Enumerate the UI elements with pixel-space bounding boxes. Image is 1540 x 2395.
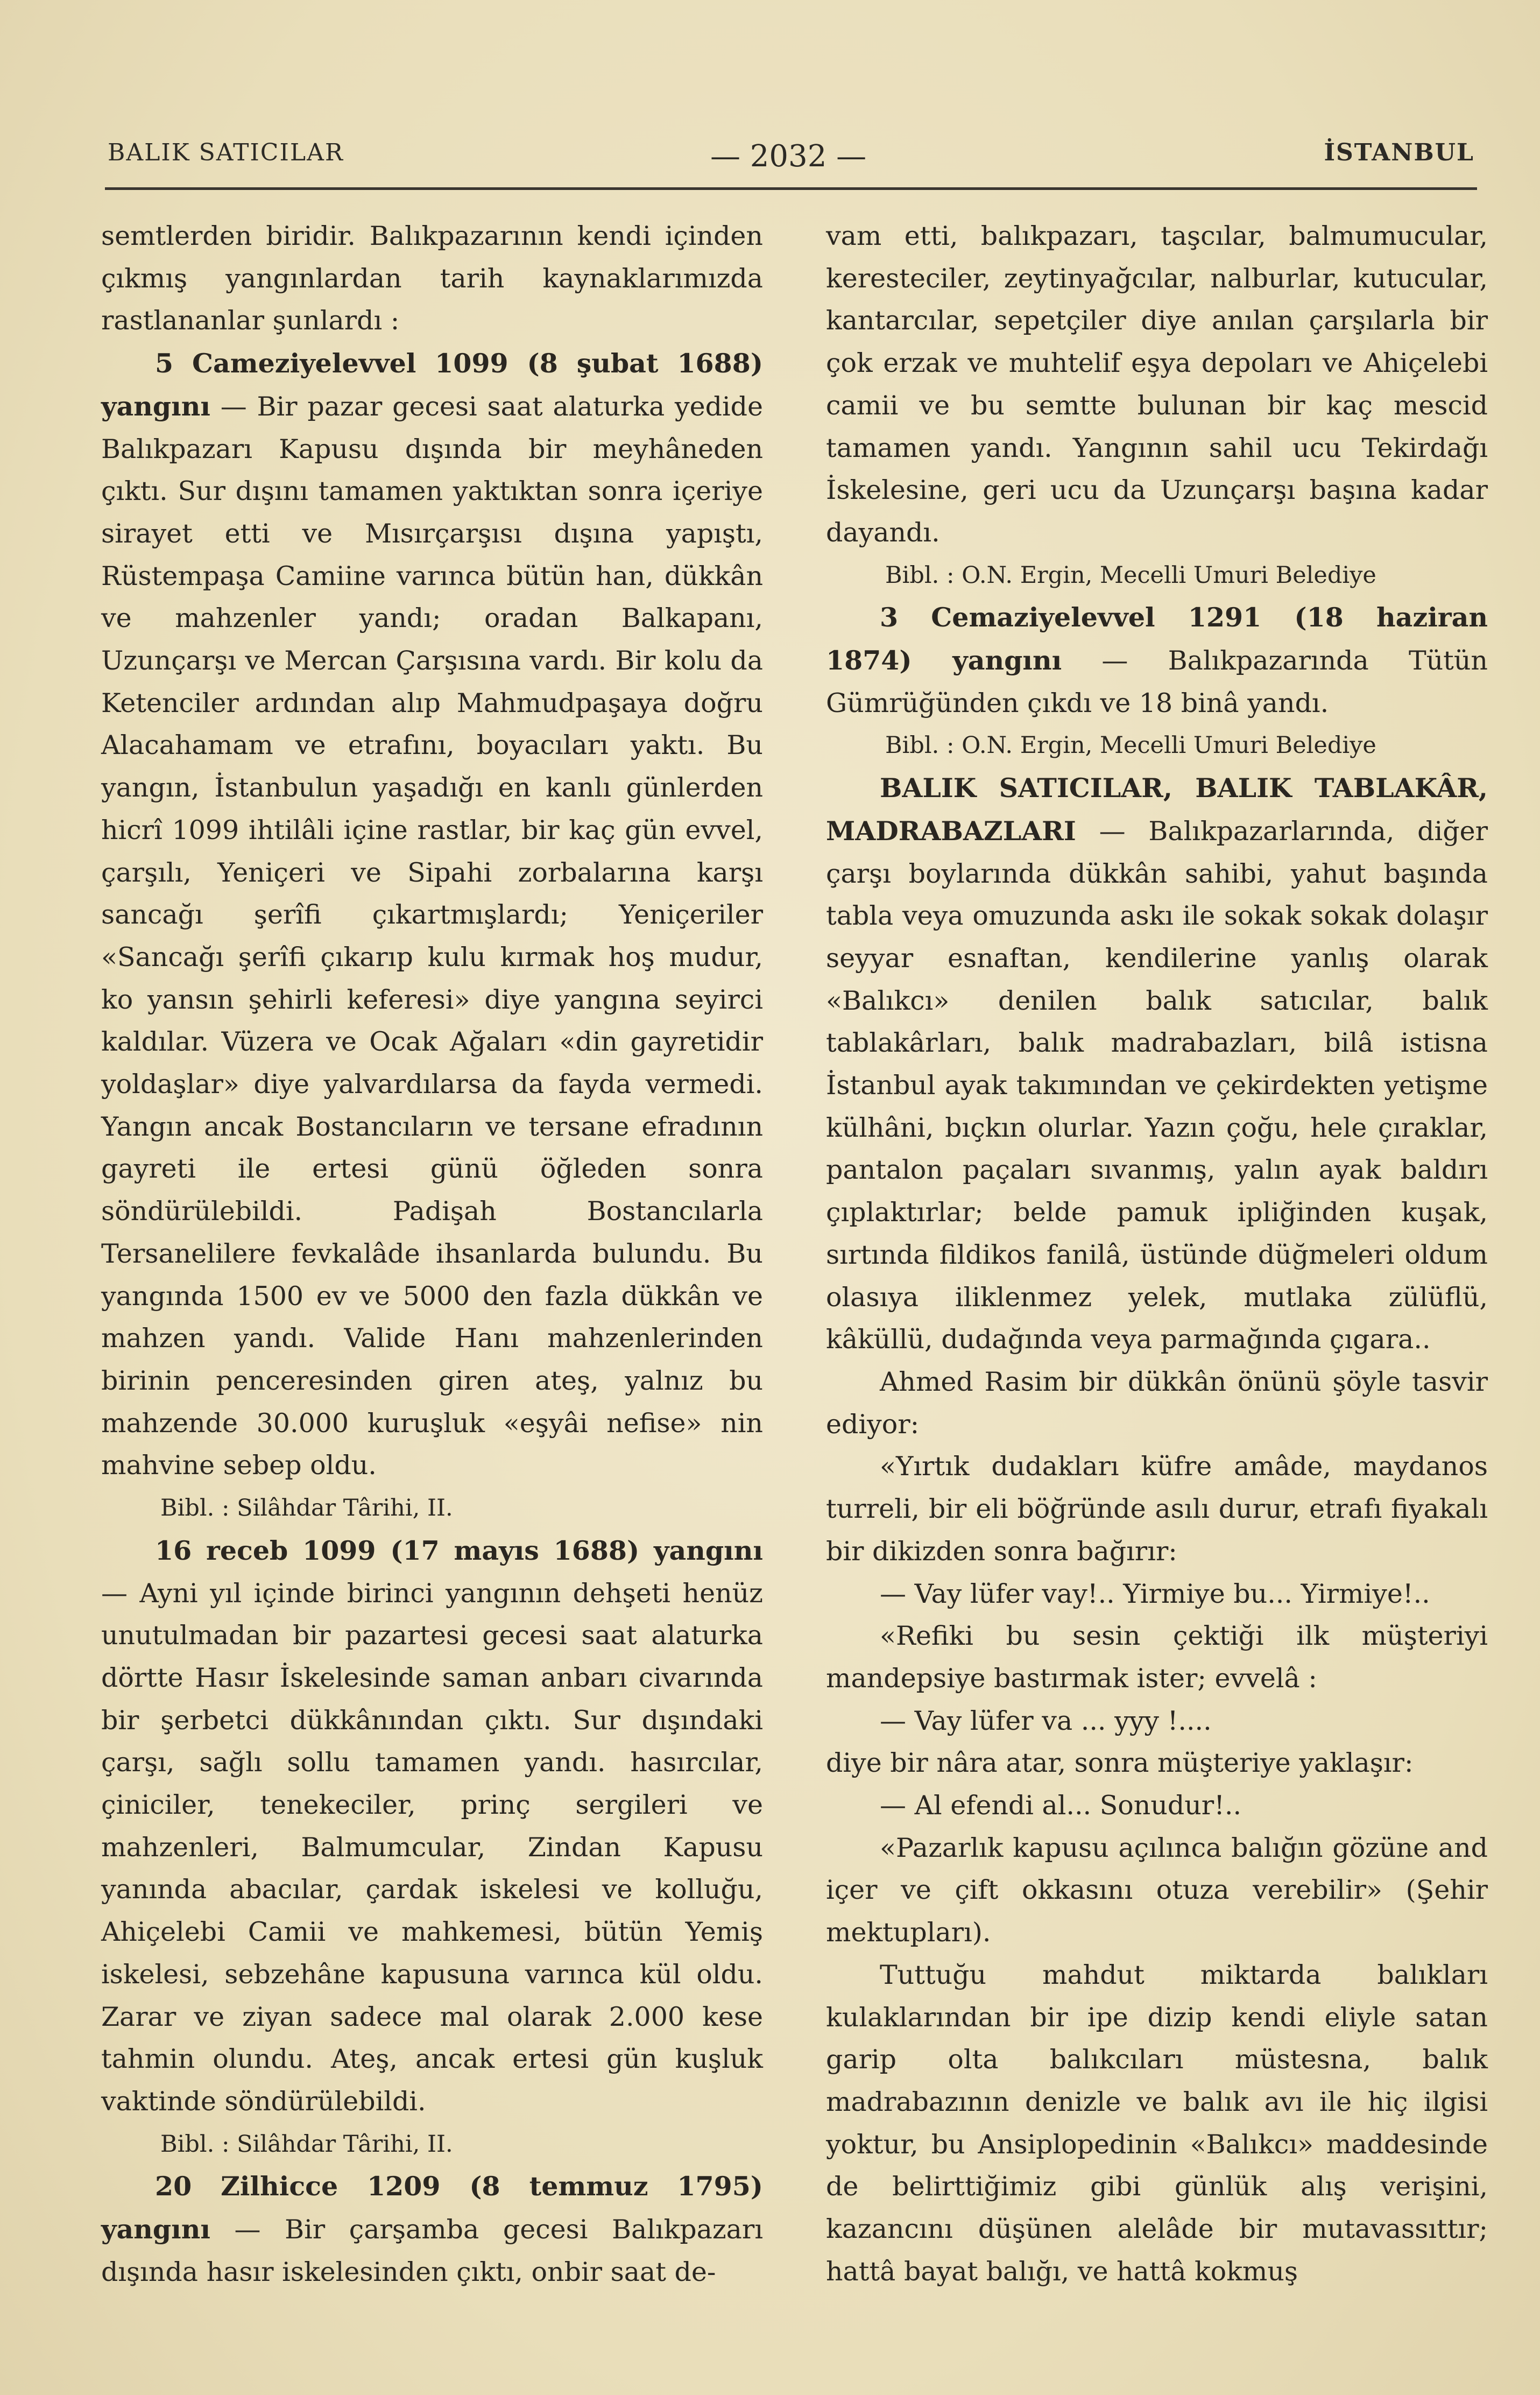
entry-heading: 3 Cemaziyelevvel 1291 (18 haziran 1874) yangını: [826, 602, 1488, 677]
article-body: — Balıkpazarlarında, diğer çarşı boylarında dükkân sahibi, yahut başında tabla veya omuzunda askı ile sokak sokak dolaşır seyyar esnaftan, kendilerine yanlış olarak «Balıkcı» denilen balık satıcılar, balık tablakârları, balık madrabazları, bilâ istisna İstanbul ayak takımından ve çekirdekten yetişme külhâni, bıçkın olurlar. Yazın çoğu, hele çıraklar, pantalon paçaları sıvanmış, yalın ayak baldırı çıplaktırlar; belde pamuk ipliğinden kuşak, sırtında fildikos fanilâ, üstünde düğmeleri oldum olasıya iliklenmez yelek, mutlaka zülüflü, kâküllü, dudağında veya parmağında çıgara..: [826, 815, 1488, 1355]
entry-heading: 16 receb 1099 (17 mayıs 1688) yangını: [155, 1534, 763, 1566]
section-title: İSTANBUL: [1324, 139, 1474, 166]
quote-paragraph: «Yırtık dudakları küfre amâde, maydanos turreli, bir eli böğründe asılı durur, etrafı fiyakalı bir dikizden sonra bağırır:: [826, 1451, 1488, 1567]
entry-body: — Ayni yıl içinde birinci yangının dehşeti henüz unutulmadan bir pazartesi gecesi saat alaturka dörtte Hasır İskelesinde saman anbarı civarında bir şerbetci dükkânından çıktı. Sur dışındaki çarşı, sağlı sollu tamamen yandı. hasırcılar, çiniciler, tenekeciler, prinç sergileri ve mahzenleri, Balmumcular, Zindan Kapusu yanında abacılar, çardak iskelesi ve kolluğu, Ahiçelebi Camii ve mahkemesi, bütün Yemiş iskelesi, sebzehâne kapusuna varınca kül oldu. Zarar ve ziyan sadece mal olarak 2.000 kese tahmin olundu. Ateş, ancak ertesi gün kuşluk vaktinde söndürülebildi.: [101, 1577, 763, 2117]
quote-paragraph: «Pazarlık kapusu açılınca balığın gözüne and içer ve çift okkasını otuza verebilir» (Şehir mektupları).: [826, 1832, 1488, 1948]
bibliography-3: Bibl. : O.N. Ergin, Mecelli Umuri Belediye: [885, 561, 1376, 589]
paragraph: Ahmed Rasim bir dükkân önünü şöyle tasvir ediyor:: [826, 1366, 1488, 1440]
intro-paragraph: semtlerden biridir. Balıkpazarının kendi içinden çıkmış yangınlardan tarih kaynaklarımızda rastlananlar şunlardı :: [101, 221, 763, 336]
page-header: [108, 135, 1474, 178]
paragraph: diye bir nâra atar, sonra müşteriye yaklaşır:: [826, 1748, 1414, 1779]
fire-entry-1209: [101, 2165, 763, 2293]
bibliography-1: Bibl. : Silâhdar Târihi, II.: [160, 1495, 453, 1522]
continuation-paragraph: vam etti, balıkpazarı, taşcılar, balmumucular, keresteciler, zeytinyağcılar, nalburlar, kutucular, kantarcılar, sepetçiler diye anılan çarşılarla bir çok erzak ve muhtelif eşya depoları ve Ahiçelebi camii ve bu semtte bulunan bir kaç mescid tamamen yandı. Yangının sahil ucu Tekirdağı İskelesine, geri ucu da Uzunçarşı başına kadar dayandı.: [826, 221, 1488, 548]
bibliography-2: Bibl. : Silâhdar Târihi, II.: [160, 2130, 453, 2158]
fire-entry-1099-1: [101, 342, 763, 1487]
quote-paragraph: «Refiki bu sesin çektiği ilk müşteriyi mandepsiye bastırmak ister; evvelâ :: [826, 1621, 1488, 1694]
entry-body: — Balıkpazarında Tütün Gümrüğünden çıkdı ve 18 binâ yandı.: [826, 645, 1488, 719]
running-title: BALIK SATICILAR: [108, 139, 344, 166]
quote-paragraph: — Vay lüfer vay!.. Yirmiye bu... Yirmiye!..: [880, 1578, 1430, 1609]
article-heading: BALIK SATICILAR, BALIK TABLAKÂR, MADRABAZLARI: [826, 772, 1488, 847]
header-rule: [105, 187, 1477, 190]
article-balik-saticilar: [826, 767, 1488, 1361]
entry-heading: 20 Zilhicce 1209 (8 temmuz 1795) yangını: [101, 2171, 763, 2245]
fire-entry-1291: [826, 596, 1488, 724]
quote-paragraph: — Vay lüfer va ... yyy !....: [880, 1705, 1212, 1736]
entry-heading: 5 Cameziyelevvel 1099 (8 şubat 1688) yangını: [101, 348, 763, 422]
right-column: [826, 215, 1488, 2293]
bibliography-4: Bibl. : O.N. Ergin, Mecelli Umuri Belediye: [885, 732, 1376, 759]
entry-body: — Bir çarşamba gecesi Balıkpazarı dışında hasır iskelesinden çıktı, onbir saat de-: [101, 2214, 763, 2287]
left-column: [101, 215, 763, 2293]
quote-paragraph: — Al efendi al... Sonudur!..: [880, 1790, 1242, 1821]
paragraph: Tuttuğu mahdut miktarda balıkları kulaklarından bir ipe dizip kendi eliyle satan garip olta balıkcıları müstesna, balık madrabazının denizle ve balık avı ile hiç ilgisi yoktur, bu Ansiplopedinin «Balıkcı» maddesinde de belirttiğimiz gibi günlük alış verişini, kazancını düşünen alelâde bir mutavassıttır; hattâ bayat balığı, ve hattâ kokmuş: [826, 1959, 1488, 2287]
fire-entry-1099-2: [101, 1530, 763, 2123]
page-number: — 2032 —: [710, 139, 867, 174]
entry-body: — Bir pazar gecesi saat alaturka yedide Balıkpazarı Kapusu dışında bir meyhâneden çıktı. Sur dışını tamamen yaktıktan sonra içeriye sirayet etti ve Mısırçarşısı dışına yapıştı, Rüstempaşa Camiine varınca bütün han, dükkân ve mahzenler yandı; oradan Balkapanı, Uzunçarşı ve Mercan Çarşısına vardı. Bir kolu da Ketenciler ardından alıp Mahmudpaşaya doğru Alacahamam ve etrafını, boyacıları yaktı. Bu yangın, İstanbulun yaşadığı en kanlı günlerden hicrî 1099 ihtilâli içine rastlar, bir kaç gün evvel, çarşılı, Yeniçeri ve Sipahi zorbalarına karşı sancağı şerîfi çıkartmışlardı; Yeniçeriler «Sancağı şerîfi çıkarıp kulu kırmak hoş mudur, ko yansın şehirli keferesi» diye yangına seyirci kaldılar. Vüzera ve Ocak Ağaları «din gayretidir yoldaşlar» diye yalvardılarsa da fayda vermedi. Yangın ancak Bostancıların ve tersane efradının gayreti ile ertesi günü öğleden sonra söndürülebildi. Padişah Bostancılarla Tersanelilere fevkalâde ihsanlarda bulundu. Bu yangında 1500 ev ve 5000 den fazla dükkân ve mahzen yandı. Valide Hanı mahzenlerinden birinin penceresinden giren ateş, yalnız bu mahzende 30.000 kuruşluk «eşyâi nefise» nin mahvine sebep oldu.: [101, 391, 763, 1481]
